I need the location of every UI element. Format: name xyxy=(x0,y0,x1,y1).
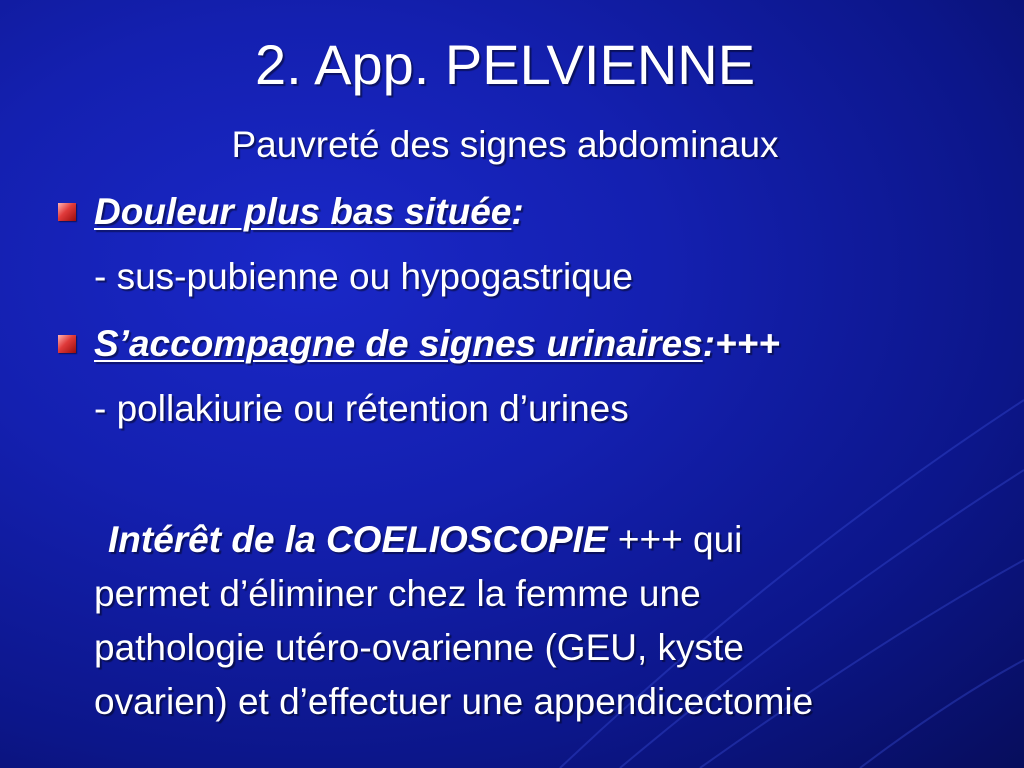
bullet-1-heading: Douleur plus bas située xyxy=(94,191,512,232)
paragraph-line-1-rest: +++ qui xyxy=(607,519,743,560)
bullet-2-detail: - pollakiurie ou rétention d’urines xyxy=(94,388,629,429)
bullet-1-heading-line xyxy=(94,189,524,235)
paragraph-emphasis: Intérêt de la COELIOSCOPIE xyxy=(108,519,608,560)
paragraph-line-1 xyxy=(94,513,994,567)
bullet-1-detail: - sus-pubienne ou hypogastrique xyxy=(94,256,633,297)
paragraph-line-4: ovarien) et d’effectuer une appendicectomie xyxy=(94,681,814,722)
bullet-1-suffix: : xyxy=(511,191,524,232)
bullet-marker xyxy=(58,335,76,353)
coelioscopie-paragraph xyxy=(94,513,994,729)
paragraph-line-2: permet d’éliminer chez la femme une xyxy=(94,573,701,614)
bullet-2-heading: S’accompagne de signes urinaires xyxy=(94,323,703,364)
slide-title: 2. App. PELVIENNE xyxy=(254,33,756,96)
paragraph-line-3: pathologie utéro-ovarienne (GEU, kyste xyxy=(94,627,744,668)
bullet-2-heading-line xyxy=(94,321,780,367)
bullet-marker xyxy=(58,203,76,221)
slide-subtitle: Pauvreté des signes abdominaux xyxy=(231,124,779,165)
bullet-2-suffix: :+++ xyxy=(702,323,780,364)
